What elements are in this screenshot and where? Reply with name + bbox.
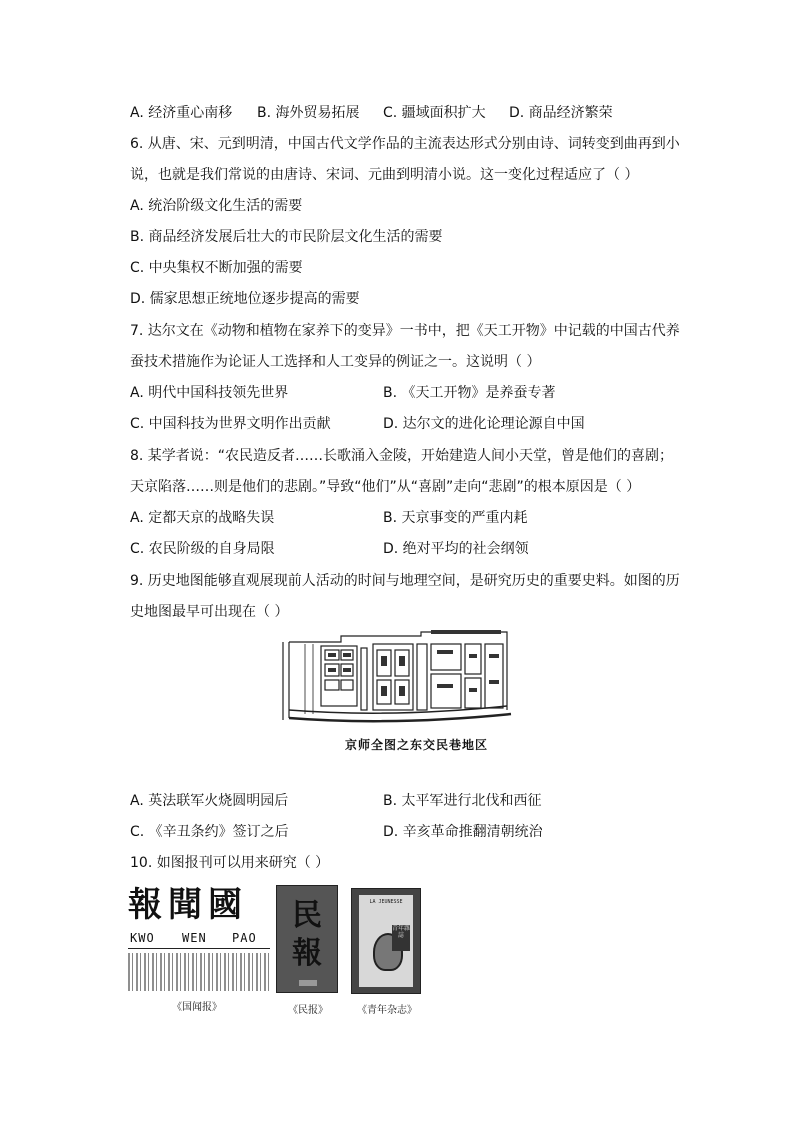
q8-stem-line1: 8. 某学者说：“农民造反者……长歌涌入金陵，开始建造人间小天堂，曾是他们的喜剧； — [130, 448, 674, 464]
q9-stem-line1: 9. 历史地图能够直观展现前人活动的时间与地理空间，是研究历史的重要史料。如图的历 — [130, 573, 680, 589]
q9-option-a: A. 英法联军火烧圆明园后 — [130, 793, 289, 809]
map-caption: 京师全图之东交民巷地区 — [345, 738, 489, 752]
q8-option-b: B. 天京事变的严重内耗 — [383, 510, 528, 526]
q7-option-c: C. 中国科技为世界文明作出贡献 — [130, 416, 331, 432]
min-bao-glyph-2: 報 — [292, 936, 322, 971]
legation-quarter-map — [281, 630, 514, 728]
kwo-print-columns — [128, 953, 270, 991]
kwo-roman-2: WEN — [182, 931, 207, 945]
q5-option-b: B. 海外贸易拓展 — [257, 105, 360, 121]
q6-stem-line2: 说，也就是我们常说的由唐诗、宋词、元曲到明清小说。这一变化过程适应了（ ） — [130, 167, 639, 183]
q7-option-a: A. 明代中国科技领先世界 — [130, 385, 289, 401]
min-bao-tag — [299, 980, 317, 986]
min-bao-glyph-1: 民 — [292, 898, 322, 933]
q10-stem: 10. 如图报刊可以用来研究（ ） — [130, 855, 330, 871]
kwo-roman-1: KWO — [130, 931, 155, 945]
la-jeunesse-masthead: LA JEUNESSE — [369, 899, 403, 905]
kwo-wen-pao-masthead: 報聞國 — [128, 885, 248, 925]
q7-stem-line2: 蚕技术措施作为论证人工选择和人工变异的例证之一。这说明（ ） — [130, 354, 541, 370]
q9-option-b: B. 太平军进行北伐和西征 — [383, 793, 542, 809]
q7-stem-line1: 7. 达尔文在《动物和植物在家养下的变异》一书中，把《天工开物》中记载的中国古代养 — [130, 323, 680, 339]
q6-option-b: B. 商品经济发展后壮大的市民阶层文化生活的需要 — [130, 229, 443, 245]
la-jeunesse-image — [351, 888, 421, 994]
q5-option-d: D. 商品经济繁荣 — [509, 105, 613, 121]
min-bao-image — [276, 885, 338, 993]
q8-option-a: A. 定都天京的战略失误 — [130, 510, 275, 526]
q6-option-a: A. 统治阶级文化生活的需要 — [130, 198, 303, 214]
la-jeunesse-caption: 《青年杂志》 — [357, 1005, 417, 1016]
q9-stem-line2: 史地图最早可出现在（ ） — [130, 604, 289, 620]
kwo-wen-pao-image — [128, 885, 270, 993]
q6-option-d: D. 儒家思想正统地位逐步提高的需要 — [130, 291, 360, 307]
q8-option-d: D. 绝对平均的社会纲领 — [383, 541, 529, 557]
q6-stem-line1: 6. 从唐、宋、元到明清，中国古代文学作品的主流表达形式分别由诗、词转变到曲再到小 — [130, 136, 680, 152]
q8-option-c: C. 农民阶级的自身局限 — [130, 541, 275, 557]
q5-option-a: A. 经济重心南移 — [130, 105, 233, 121]
la-jeunesse-cover — [359, 895, 413, 987]
q7-option-d: D. 达尔文的进化论理论源自中国 — [383, 416, 585, 432]
kwo-roman-3: PAO — [232, 931, 257, 945]
q6-option-c: C. 中央集权不断加强的需要 — [130, 260, 303, 276]
q5-option-c: C. 疆域面积扩大 — [383, 105, 486, 121]
min-bao-caption: 《民报》 — [288, 1005, 328, 1016]
q8-stem-line2: 天京陷落……则是他们的悲剧。”导致“他们”从“喜剧”走向“悲剧”的根本原因是（ ） — [130, 479, 641, 495]
kwo-rule — [128, 948, 270, 949]
q9-option-d: D. 辛亥革命推翻清朝统治 — [383, 824, 543, 840]
q7-option-b: B. 《天工开物》是养蚕专著 — [383, 385, 556, 401]
q9-option-c: C. 《辛丑条约》签订之后 — [130, 824, 289, 840]
la-jeunesse-side-title: 青年雜誌 — [392, 925, 410, 951]
kwo-wen-pao-caption: 《国闻报》 — [172, 1002, 222, 1013]
